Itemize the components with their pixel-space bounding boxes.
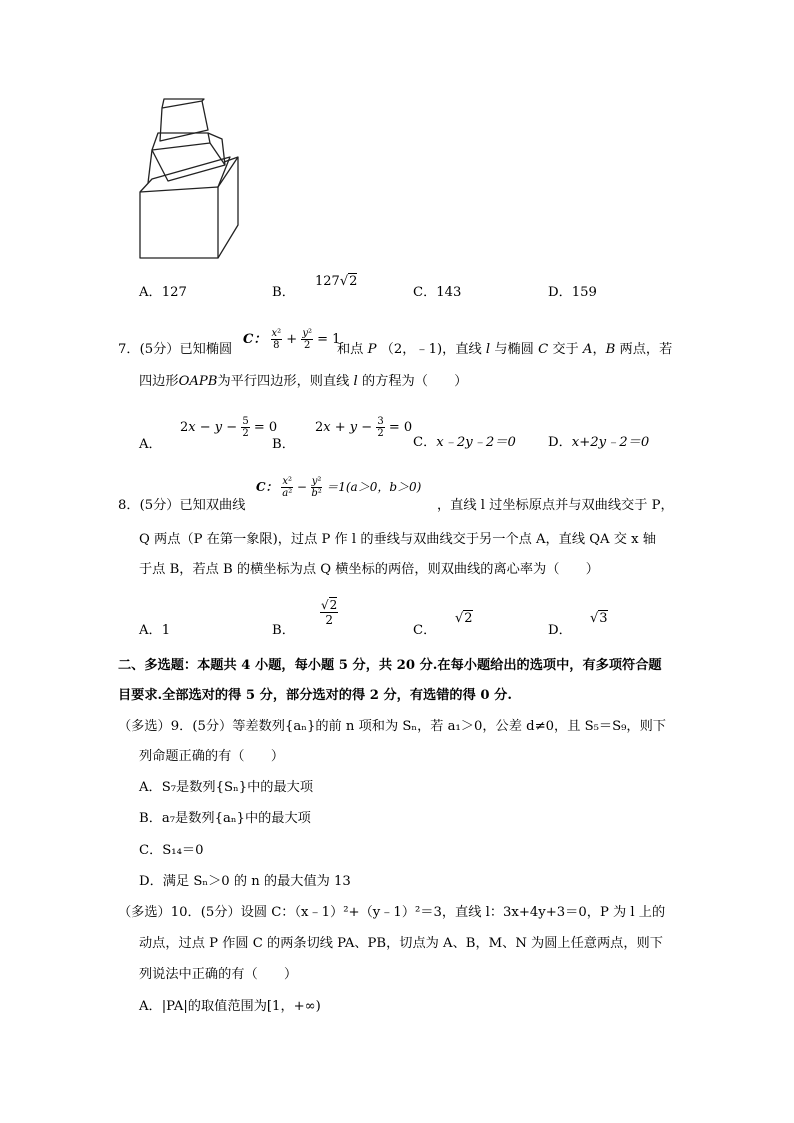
q9-line2: 列命题正确的有（ ） — [139, 749, 285, 764]
q7-line1-rest: 和点 P （2，﹣1)，直线 l 与椭圆 C 交于 A，B 两点，若 — [337, 342, 673, 357]
q7-option-d: D．x+2y﹣2＝0 — [548, 435, 650, 450]
section2-heading-line1: 二、多选题：本题共 4 小题，每小题 5 分，共 20 分.在每小题给出的选项中，有多项符合题 — [118, 658, 662, 673]
q8-option-d-label: D． — [548, 623, 572, 638]
q7-ellipse-equation: C： $\frac{\text{x²}}{8}$ + $\frac{\text{y²}}{2}$ = 1 — [243, 328, 341, 351]
q6-option-c: C．143 — [413, 285, 462, 300]
q7-option-b-expr: 2x + y − $\frac{3}{2}$ = 0 — [315, 416, 413, 439]
q9-option-d: D．满足 Sₙ＞0 的 n 的最大值为 13 — [139, 874, 351, 889]
q8-option-c-value: √2 — [455, 611, 473, 626]
q10-line1: （多选）10．(5分）设圆 C：（x﹣1）²+（y﹣1）²＝3，直线 l：3x+4y+3＝0，P 为 l 上的 — [118, 905, 666, 920]
q6-option-d: D．159 — [548, 285, 597, 300]
q6-option-a: A．127 — [139, 285, 187, 300]
q7-option-a-expr: 2x − y − $\frac{5}{2}$ = 0 — [180, 416, 278, 439]
q8-line1-rest: ，直线 l 过坐标原点并与双曲线交于 P， — [437, 498, 674, 513]
q7-lead: 7．(5分）已知椭圆 — [118, 342, 233, 357]
section2-heading-line2: 目要求.全部选对的得 5 分，部分选对的得 2 分，有选错的得 0 分. — [118, 688, 512, 703]
q7-option-c: C．x﹣2y﹣2＝0 — [413, 435, 516, 450]
q8-option-d-value: √3 — [590, 611, 608, 626]
q8-line3: 于点 B，若点 B 的横坐标为点 Q 横坐标的两倍，则双曲线的离心率为（ ） — [139, 562, 599, 577]
q8-lead: 8．(5分）已知双曲线 — [118, 498, 246, 513]
bottom-cube-side — [218, 157, 238, 258]
q8-option-c-label: C． — [413, 623, 437, 638]
q10-line3: 列说法中正确的有（ ） — [139, 967, 298, 982]
q10-line2: 动点，过点 P 作圆 C 的两条切线 PA、PB，切点为 A、B，M、N 为圆上任意两点，则下 — [139, 936, 663, 951]
q8-option-b-value: $\frac{√2}{2}$ — [321, 598, 338, 627]
q7-option-a-label: A． — [139, 437, 162, 452]
q6-option-b-value: 127√2 — [315, 274, 358, 289]
q8-hyperbola-equation: C： $\frac{\text{x²}}{\text{a²}}$ − $\frac{\text{y²}}{\text{b²}}$ ＝1(a＞0，b＞0) — [256, 476, 422, 499]
q10-option-a: A．|PA|的取值范围为[1，+∞) — [139, 999, 321, 1014]
q8-line2: Q 两点（P 在第一象限)，过点 P 作 l 的垂线与双曲线交于另一个点 A，直线 QA 交 x 轴 — [139, 532, 656, 547]
q8-option-a: A．1 — [139, 623, 171, 638]
bottom-cube-front — [140, 187, 218, 258]
top-cube — [160, 101, 208, 141]
q7-option-b-label: B． — [272, 437, 295, 452]
q9-option-a: A．S₇是数列{Sₙ}中的最大项 — [139, 780, 314, 795]
stacked-cubes-figure — [130, 95, 250, 265]
q9-option-c: C．S₁₄＝0 — [139, 843, 204, 858]
q6-option-b-label: B． — [272, 285, 295, 300]
q9-line1: （多选）9．(5分）等差数列{aₙ}的前 n 项和为 Sₙ，若 a₁＞0，公差 d≠0，且 S₅＝S₉，则下 — [118, 719, 666, 734]
q7-line2: 四边形OAPB为平行四边形，则直线 l 的方程为（ ） — [139, 374, 468, 389]
q9-option-b: B．a₇是数列{aₙ}中的最大项 — [139, 811, 311, 826]
q8-option-b-label: B． — [272, 623, 295, 638]
